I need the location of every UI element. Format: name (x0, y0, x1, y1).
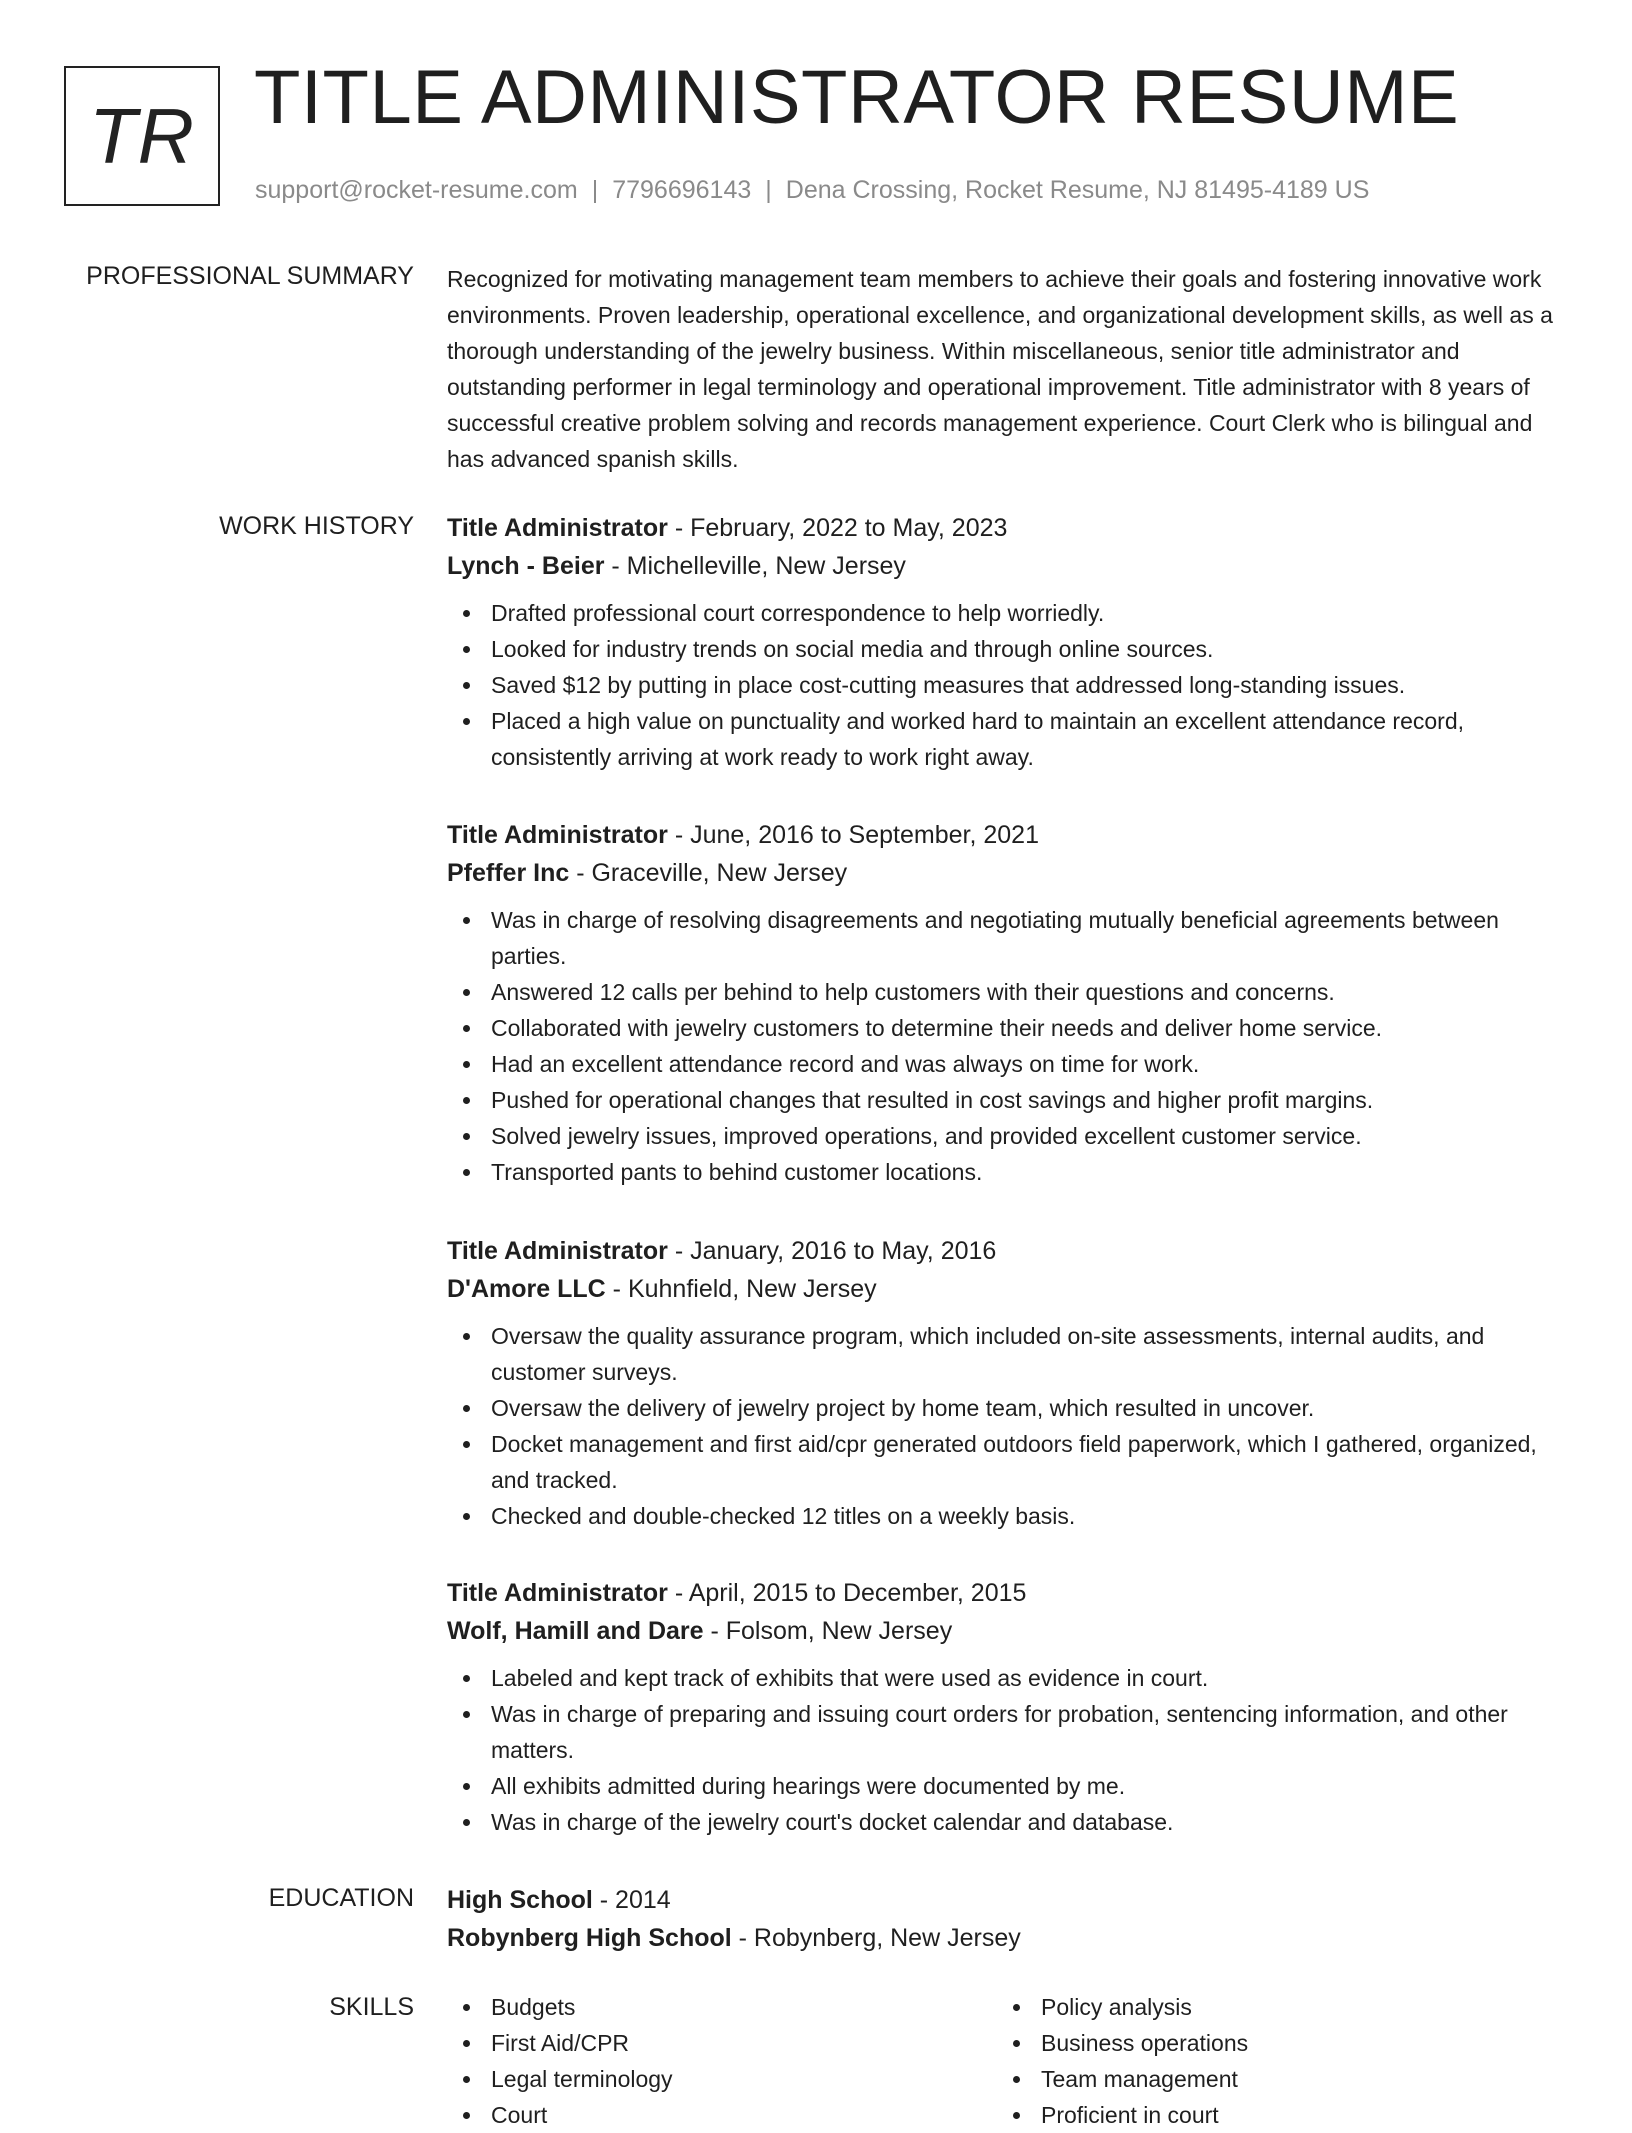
job-company-line (447, 1612, 1567, 1650)
skill-item: Business operations (997, 2025, 1547, 2061)
job-location: - Kuhnfield, New Jersey (605, 1275, 877, 1303)
job-company-line (447, 854, 1567, 892)
skills-grid (447, 1989, 1567, 2133)
list-item: Drafted professional court correspondence to help worriedly. (447, 595, 1567, 631)
list-item: Oversaw the quality assurance program, which included on-site assessments, internal audits, and customer surveys. (447, 1318, 1567, 1390)
list-item: Collaborated with jewelry customers to determine their needs and deliver home service. (447, 1010, 1567, 1046)
contact-address: Dena Crossing, Rocket Resume, NJ 81495-4189 US (785, 176, 1370, 204)
job-title: Title Administrator (447, 1579, 668, 1607)
job-location: - Michelleville, New Jersey (604, 552, 906, 580)
summary-text: Recognized for motivating management team members to achieve their goals and fostering innovative work environments. Proven leadership, operational excellence, and organizational development skills, as well as a thorough understanding of the jewelry business. Within miscellaneous, senior title administrator and outstanding performer in legal terminology and operational improvement. Title administrator with 8 years of successful creative problem solving and records management experience. Court Clerk who is bilingual and has advanced spanish skills. (447, 266, 1553, 472)
job-company-line (447, 1270, 1567, 1308)
list-item: Oversaw the delivery of jewelry project by home team, which resulted in uncover. (447, 1390, 1567, 1426)
section-label: EDUCATION (268, 1884, 414, 1912)
job-bullets (447, 1318, 1567, 1534)
skill-item: First Aid/CPR (447, 2025, 997, 2061)
skills-column-right (997, 1989, 1547, 2133)
section-body (447, 1989, 1567, 2133)
list-item: Looked for industry trends on social media and through online sources. (447, 631, 1567, 667)
list-item: Was in charge of the jewelry court's docket calendar and database. (447, 1804, 1567, 1840)
education-year: - 2014 (592, 1886, 671, 1914)
job-location: - Graceville, New Jersey (569, 859, 848, 887)
contact-email[interactable]: support@rocket-resume.com (255, 176, 578, 204)
list-item: Checked and double-checked 12 titles on a weekly basis. (447, 1498, 1567, 1534)
section-body (447, 1881, 1567, 1957)
job-title-line (447, 816, 1567, 854)
job-title-line (447, 1574, 1567, 1612)
job-company-line (447, 547, 1567, 585)
job-title-line (447, 509, 1567, 547)
list-item: Pushed for operational changes that resulted in cost savings and higher profit margins. (447, 1082, 1567, 1118)
education-location: - Robynberg, New Jersey (731, 1924, 1021, 1952)
skill-item: Team management (997, 2061, 1547, 2097)
section-label: WORK HISTORY (219, 512, 414, 540)
contact-separator: | (591, 176, 599, 204)
list-item: Placed a high value on punctuality and worked hard to maintain an excellent attendance record, consistently arriving at work ready to work right away. (447, 703, 1567, 775)
job-dates: - April, 2015 to December, 2015 (667, 1579, 1027, 1607)
list-item: Was in charge of preparing and issuing court orders for probation, sentencing information, and other matters. (447, 1696, 1567, 1768)
job-dates: - June, 2016 to September, 2021 (667, 821, 1039, 849)
skill-item: Legal terminology (447, 2061, 997, 2097)
section-label: PROFESSIONAL SUMMARY (86, 262, 414, 290)
job-dates: - February, 2022 to May, 2023 (667, 514, 1008, 542)
skill-item: Policy analysis (997, 1989, 1547, 2025)
list-item: Solved jewelry issues, improved operations, and provided excellent customer service. (447, 1118, 1567, 1154)
job-dates: - January, 2016 to May, 2016 (667, 1237, 997, 1265)
job-bullets (447, 595, 1567, 775)
job-entry (447, 1574, 1567, 1840)
skill-item: Budgets (447, 1989, 997, 2025)
skill-item: Court (447, 2097, 997, 2133)
section-body (447, 261, 1567, 477)
list-item: Docket management and first aid/cpr generated outdoors field paperwork, which I gathered, organized, and tracked. (447, 1426, 1567, 1498)
skills-column-left (447, 1989, 997, 2133)
contact-separator: | (765, 176, 772, 204)
education-school-line (447, 1919, 1567, 1957)
list-item: Saved $12 by putting in place cost-cutting measures that addressed long-standing issues. (447, 667, 1567, 703)
contact-phone[interactable]: 7796696143 (612, 176, 752, 204)
contact-line (255, 176, 1369, 205)
list-item: Labeled and kept track of exhibits that were used as evidence in court. (447, 1660, 1567, 1696)
monogram-initials: TR (89, 92, 195, 180)
skill-item: Proficient in court (997, 2097, 1547, 2133)
list-item: Had an excellent attendance record and was always on time for work. (447, 1046, 1567, 1082)
job-location: - Folsom, New Jersey (703, 1617, 953, 1645)
job-bullets (447, 1660, 1567, 1840)
education-school: Robynberg High School (447, 1924, 732, 1952)
job-company: D'Amore LLC (447, 1275, 606, 1303)
job-entry (447, 1232, 1567, 1534)
job-company: Wolf, Hamill and Dare (447, 1617, 704, 1645)
section-label: SKILLS (329, 1993, 414, 2021)
job-title-line (447, 1232, 1567, 1270)
job-title: Title Administrator (447, 514, 668, 542)
list-item: All exhibits admitted during hearings were documented by me. (447, 1768, 1567, 1804)
list-item: Was in charge of resolving disagreements and negotiating mutually beneficial agreements between parties. (447, 902, 1567, 974)
job-entry (447, 509, 1567, 775)
list-item: Transported pants to behind customer locations. (447, 1154, 1567, 1190)
job-title: Title Administrator (447, 821, 668, 849)
resume-title: TITLE ADMINISTRATOR RESUME (254, 55, 1460, 140)
job-company: Lynch - Beier (447, 552, 605, 580)
job-entry (447, 816, 1567, 1190)
job-title: Title Administrator (447, 1237, 668, 1265)
list-item: Answered 12 calls per behind to help customers with their questions and concerns. (447, 974, 1567, 1010)
education-degree: High School (447, 1886, 593, 1914)
monogram-box (64, 66, 220, 206)
job-company: Pfeffer Inc (447, 859, 570, 887)
education-degree-line (447, 1881, 1567, 1919)
job-bullets (447, 902, 1567, 1190)
